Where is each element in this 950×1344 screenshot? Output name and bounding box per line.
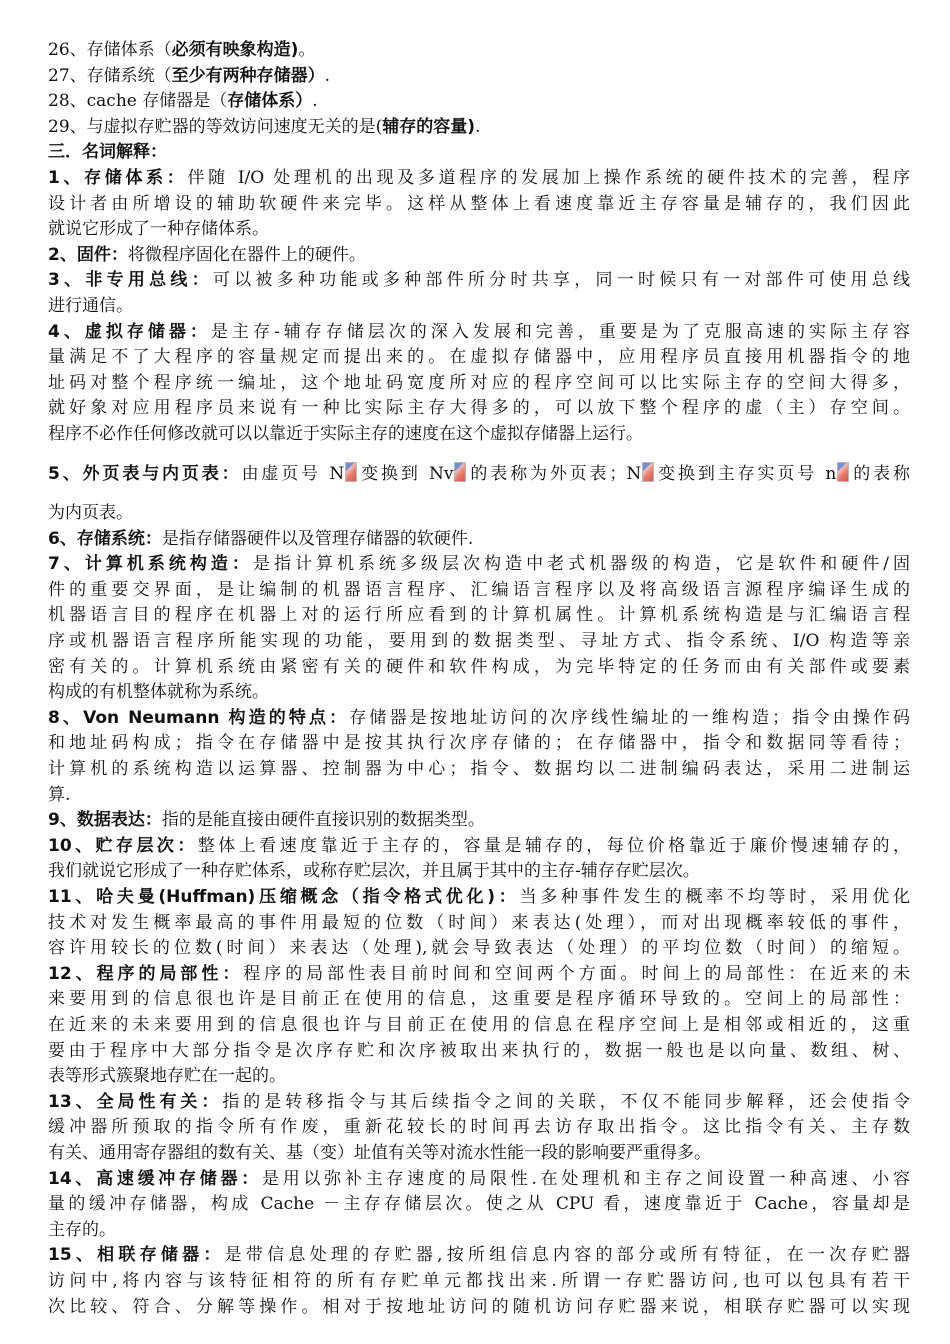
term-8-line-1: 8、Von Neumann 构造的特点：存储器是按地址访问的次序线性编址的一维构造；指令由操作码 <box>48 707 910 728</box>
term-7-line-6: 构成的有机整体就称为系统。 <box>48 682 269 703</box>
term-8-line-4: 算. <box>48 784 71 805</box>
term-4-line-4: 就好象对应用程序员来说有一种比实际主存大得多的，可以放下整个程序的虚（主）存空间。 <box>48 398 910 419</box>
term-7-line-3: 机器语言目的程序在机器上对的运行所应看到的计算机属性。计算机系统构造是与汇编语言程 <box>48 605 910 626</box>
term-8-line-3: 计算机的系统构造以运算器、控制器为中心；指令、数据均以二进制编码表达，采用二进制运 <box>48 759 910 780</box>
term-14-line-1: 14、高速缓冲存储器：是用以弥补主存速度的局限性.在处理机和主存之间设置一种高速、小容 <box>48 1168 910 1189</box>
term-12-line-2: 来要用到的信息很也许是目前正在使用的信息，这重要是程序循环导致的。空间上的局部性： <box>48 989 910 1010</box>
term-14-line-2: 量的缓冲存储器，构成 Cache －主存存储层次。使之从 CPU 看，速度靠近于 Cache，容量却是 <box>48 1194 910 1215</box>
term-15-line-3: 次比较、符合、分解等操作。相对于按地址访问的随机访问存贮器来说，相联存贮器可以实现 <box>48 1296 910 1317</box>
term-3-line-2: 进行通信。 <box>48 295 133 316</box>
term-10-line-2: 我们就说它形成了一种存贮体系，或称存贮层次，并且属于其中的主存-辅存存贮层次。 <box>48 861 700 882</box>
term-6-line-1: 6、存储系统：是指存储器硬件以及管理存储器的软硬件. <box>48 528 474 549</box>
term-12-line-1: 12、程序的局部性：程序的局部性表目前时间和空间两个方面。时间上的局部性：在近来的未 <box>48 963 910 984</box>
term-4-line-5: 程序不必作任何修改就可以以靠近于实际主存的速度在这个虚拟存储器上运行。 <box>48 423 643 444</box>
term-13-line-1: 13、全局性有关：指的是转移指令与其后续指令之间的关联，不仅不能同步解释，还会使指令 <box>48 1091 910 1112</box>
term-11-line-3: 容许用较长的位数(时间）来表达（处理),就会导致表达（处理）的平均位数（时间）的缩短。 <box>48 938 910 959</box>
subscript-image-icon <box>642 462 654 482</box>
term-1-line-2: 设计者由所增设的辅助软硬件来完毕。这样从整体上看速度靠近主存容量是辅存的，我们因此 <box>48 193 910 214</box>
term-1-line-3: 就说它形成了一种存储体系。 <box>48 219 269 240</box>
term-11-line-2: 技术对发生概率最高的事件用最短的位数（时间）来表达(处理），而对出现概率较低的事件， <box>48 912 910 933</box>
item-26: 26、存储体系（必须有映象构造)。 <box>48 40 316 60</box>
term-13-line-2: 缓冲器所预取的指令所有作废，重新花较长的时间再去访存取出指令。这比指令有关、主存数 <box>48 1117 910 1138</box>
term-8-line-2: 和地址码构成；指令在存储器中是按其执行次序存储的；在存储器中，指令和数据同等看待； <box>48 733 910 754</box>
item-27: 27、存储系统（至少有两种存储器）. <box>48 65 331 86</box>
term-7-line-1: 7、计算机系统构造：是指计算机系统多级层次构造中老式机器级的构造，它是软件和硬件/固 <box>48 554 910 575</box>
term-9-line-1: 9、数据表达：指的是能直接由硬件直接识别的数据类型。 <box>48 810 485 831</box>
subscript-image-icon <box>454 462 466 482</box>
term-4-line-3: 址码对整个程序统一编址，这个地址码宽度所对应的程序空间可以比实际主存的空间大得多， <box>48 372 910 393</box>
term-5-line-1: 5、外页表与内页表：由虚页号 N 变换到 Nv 的表称为外页表；N 变换到主存实页号 n 的表称 <box>48 463 910 484</box>
term-15-line-2: 访问中,将内容与该特征相符的所有存贮单元都找出来.所谓一存贮器访问,也可以包具有若干 <box>48 1270 910 1291</box>
term-15-line-1: 15、相联存储器：是带信息处理的存贮器,按所组信息内容的部分或所有特征，在一次存贮器 <box>48 1245 910 1266</box>
term-10-line-1: 10、贮存层次：整体上看速度靠近于主存的，容量是辅存的，每位价格靠近于廉价慢速辅存的， <box>48 835 910 856</box>
term-12-line-4: 要由于程序中大部分指令是次序存贮和次序被取出来执行的，数据一般也是以向量、数组、树、 <box>48 1040 910 1061</box>
section-heading: 三．名词解释： <box>48 142 167 163</box>
term-12-line-5: 表等形式簇聚地存贮在一起的。 <box>48 1066 286 1087</box>
term-13-line-3: 有关、通用寄存器组的数有关、基（变）址值有关等对流水性能一段的影响要严重得多。 <box>48 1142 711 1163</box>
term-4-line-1: 4、虚拟存储器：是主存-辅存存储层次的深入发展和完善，重要是为了克服高速的实际主存容 <box>48 321 910 342</box>
subscript-image-icon <box>345 462 357 482</box>
document-page <box>48 38 910 1320</box>
term-14-line-3: 主存的。 <box>48 1219 116 1240</box>
term-4-line-2: 量满足不了大程序的容量规定而提出来的。在虚拟存储器中，应用程序员直接用机器指令的地 <box>48 347 910 368</box>
term-7-line-5: 密有关的。计算机系统由紧密有关的硬件和软件构成，为完毕特定的任务而由有关部件或要素 <box>48 656 910 677</box>
term-3-line-1: 3、非专用总线：可以被多种功能或多种部件所分时共享，同一时候只有一对部件可使用总线 <box>48 270 910 291</box>
term-1-line-1: 1、存储体系：伴随 I/O 处理机的出现及多道程序的发展加上操作系统的硬件技术的完善，程序 <box>48 167 910 188</box>
term-11-line-1: 11、哈夫曼(Huffman)压缩概念（指令格式优化)：当多种事件发生的概率不均等时，采用优化 <box>48 887 910 907</box>
term-7-line-4: 序或机器语言程序所能实现的功能，要用到的数据类型、寻址方式、指令系统、I/O 构造等亲 <box>48 631 910 652</box>
term-12-line-3: 在近来的未来要用到的信息很也许与目前正在使用的信息在程序空间上是相邻或相近的，这重 <box>48 1014 910 1035</box>
subscript-image-icon <box>837 462 849 482</box>
item-28: 28、cache 存储器是（存储体系）. <box>48 91 318 112</box>
item-29: 29、与虚拟存贮器的等效访问速度无关的是(辅存的容量). <box>48 116 481 137</box>
term-2-line-1: 2、固件：将微程序固化在器件上的硬件。 <box>48 244 366 265</box>
term-7-line-2: 件的重要交界面，是让编制的机器语言程序、汇编语言程序以及将高级语言源程序编译生成的 <box>48 579 910 600</box>
term-5-line-2: 为内页表。 <box>48 503 133 524</box>
